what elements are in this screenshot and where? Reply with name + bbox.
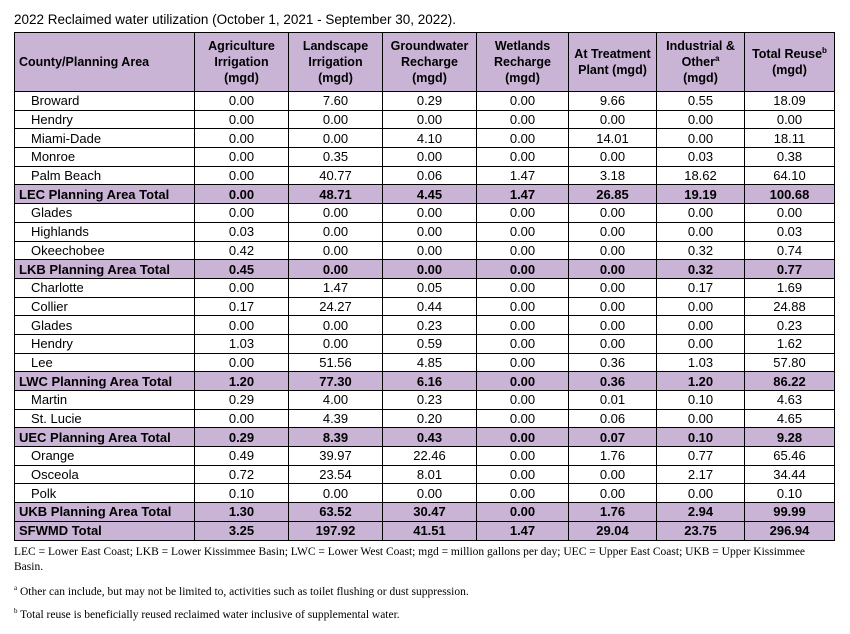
table-cell: 0.10 xyxy=(657,391,745,410)
table-cell: 0.10 xyxy=(657,428,745,447)
table-cell: 1.47 xyxy=(477,521,569,540)
table-cell: 0.72 xyxy=(195,465,289,484)
table-cell: 0.00 xyxy=(289,334,383,353)
row-label: Broward xyxy=(15,92,195,111)
table-cell: 1.47 xyxy=(477,166,569,185)
header-row xyxy=(15,33,835,92)
table-cell: 3.18 xyxy=(569,166,657,185)
table-cell: 0.00 xyxy=(569,334,657,353)
table-cell: 0.38 xyxy=(745,148,835,167)
table-title: 2022 Reclaimed water utilization (October 1, 2021 - September 30, 2022). xyxy=(14,12,456,27)
table-cell: 4.39 xyxy=(289,409,383,428)
table-cell: 0.00 xyxy=(477,428,569,447)
table-cell: 0.00 xyxy=(477,447,569,466)
table-cell: 4.85 xyxy=(383,353,477,372)
total-row xyxy=(15,521,835,540)
total-row xyxy=(15,428,835,447)
table-cell: 0.00 xyxy=(383,204,477,223)
industrial-unit: (mgd) xyxy=(683,71,718,85)
table-cell: 0.00 xyxy=(477,391,569,410)
table-cell: 0.00 xyxy=(195,278,289,297)
table-row xyxy=(15,297,835,316)
table-cell: 0.00 xyxy=(289,129,383,148)
table-cell: 0.17 xyxy=(657,278,745,297)
table-row xyxy=(15,484,835,503)
table-cell: 0.03 xyxy=(745,222,835,241)
table-body xyxy=(15,92,835,541)
table-cell: 0.00 xyxy=(477,110,569,129)
reclaimed-water-table xyxy=(14,32,835,541)
table-cell: 0.00 xyxy=(289,204,383,223)
table-cell: 1.30 xyxy=(195,503,289,522)
table-cell: 41.51 xyxy=(383,521,477,540)
table-cell: 0.00 xyxy=(477,222,569,241)
industrial-label: Industrial & Other xyxy=(666,39,735,69)
table-cell: 0.00 xyxy=(195,353,289,372)
table-cell: 0.00 xyxy=(477,204,569,223)
footnote-b-marker: b xyxy=(14,606,18,615)
row-label: Highlands xyxy=(15,222,195,241)
row-label: Glades xyxy=(15,204,195,223)
table-cell: 0.00 xyxy=(477,372,569,391)
table-cell: 1.69 xyxy=(745,278,835,297)
table-cell: 0.55 xyxy=(657,92,745,111)
table-cell: 0.00 xyxy=(289,222,383,241)
table-cell: 0.23 xyxy=(383,316,477,335)
table-cell: 2.94 xyxy=(657,503,745,522)
table-cell: 0.00 xyxy=(289,484,383,503)
table-cell: 0.00 xyxy=(195,148,289,167)
footnotes xyxy=(14,545,834,623)
table-row xyxy=(15,222,835,241)
table-cell: 0.00 xyxy=(569,484,657,503)
table-cell: 34.44 xyxy=(745,465,835,484)
table-cell: 23.54 xyxy=(289,465,383,484)
table-cell: 0.03 xyxy=(657,148,745,167)
table-cell: 0.36 xyxy=(569,353,657,372)
table-cell: 0.00 xyxy=(745,204,835,223)
table-cell: 39.97 xyxy=(289,447,383,466)
col-header-groundwater: Groundwater Recharge (mgd) xyxy=(383,33,477,92)
table-cell: 14.01 xyxy=(569,129,657,148)
table-cell: 0.00 xyxy=(477,241,569,260)
total-row xyxy=(15,372,835,391)
table-cell: 1.20 xyxy=(657,372,745,391)
table-cell: 4.00 xyxy=(289,391,383,410)
table-cell: 24.88 xyxy=(745,297,835,316)
footnote-a-marker: a xyxy=(14,583,18,592)
table-cell: 0.07 xyxy=(569,428,657,447)
table-cell: 23.75 xyxy=(657,521,745,540)
table-cell: 0.00 xyxy=(289,110,383,129)
table-cell: 0.00 xyxy=(657,409,745,428)
col-header-industrial xyxy=(657,33,745,92)
table-cell: 57.80 xyxy=(745,353,835,372)
table-cell: 0.43 xyxy=(383,428,477,447)
table-cell: 0.00 xyxy=(383,241,477,260)
row-label: Hendry xyxy=(15,334,195,353)
table-cell: 0.45 xyxy=(195,260,289,279)
table-cell: 0.00 xyxy=(195,185,289,204)
table-cell: 0.00 xyxy=(569,110,657,129)
table-cell: 0.00 xyxy=(383,484,477,503)
table-cell: 0.06 xyxy=(569,409,657,428)
table-cell: 19.19 xyxy=(657,185,745,204)
table-cell: 0.00 xyxy=(383,260,477,279)
table-cell: 1.76 xyxy=(569,503,657,522)
table-cell: 0.00 xyxy=(657,316,745,335)
total-row xyxy=(15,185,835,204)
table-cell: 296.94 xyxy=(745,521,835,540)
table-cell: 9.28 xyxy=(745,428,835,447)
table-row xyxy=(15,409,835,428)
report xyxy=(14,8,834,623)
row-label: Glades xyxy=(15,316,195,335)
total-unit: (mgd) xyxy=(772,63,807,77)
row-label: Collier xyxy=(15,297,195,316)
table-cell: 0.00 xyxy=(569,297,657,316)
footnote-b-text: Total reuse is beneficially reused reclaimed water inclusive of supplemental water. xyxy=(20,608,400,621)
table-cell: 0.00 xyxy=(477,260,569,279)
table-cell: 4.10 xyxy=(383,129,477,148)
table-cell: 51.56 xyxy=(289,353,383,372)
table-row xyxy=(15,241,835,260)
row-label: LKB Planning Area Total xyxy=(15,260,195,279)
table-cell: 0.00 xyxy=(477,278,569,297)
table-cell: 4.63 xyxy=(745,391,835,410)
table-cell: 2.17 xyxy=(657,465,745,484)
table-cell: 22.46 xyxy=(383,447,477,466)
table-cell: 1.76 xyxy=(569,447,657,466)
table-cell: 0.00 xyxy=(569,204,657,223)
row-label: SFWMD Total xyxy=(15,521,195,540)
table-cell: 18.09 xyxy=(745,92,835,111)
table-cell: 0.36 xyxy=(569,372,657,391)
footnote-b xyxy=(14,608,834,623)
row-label: Hendry xyxy=(15,110,195,129)
total-row xyxy=(15,503,835,522)
table-row xyxy=(15,447,835,466)
table-cell: 18.62 xyxy=(657,166,745,185)
table-cell: 0.00 xyxy=(195,110,289,129)
table-cell: 0.44 xyxy=(383,297,477,316)
table-row xyxy=(15,353,835,372)
table-cell: 86.22 xyxy=(745,372,835,391)
table-row xyxy=(15,129,835,148)
table-cell: 77.30 xyxy=(289,372,383,391)
row-label: Okeechobee xyxy=(15,241,195,260)
table-cell: 0.00 xyxy=(477,129,569,148)
table-cell: 0.00 xyxy=(657,204,745,223)
table-cell: 0.00 xyxy=(195,129,289,148)
table-cell: 0.35 xyxy=(289,148,383,167)
table-cell: 0.00 xyxy=(289,316,383,335)
table-cell: 0.77 xyxy=(745,260,835,279)
table-cell: 6.16 xyxy=(383,372,477,391)
table-cell: 0.20 xyxy=(383,409,477,428)
table-cell: 30.47 xyxy=(383,503,477,522)
table-cell: 0.05 xyxy=(383,278,477,297)
table-cell: 0.00 xyxy=(383,110,477,129)
table-row xyxy=(15,334,835,353)
table-cell: 24.27 xyxy=(289,297,383,316)
table-cell: 0.00 xyxy=(195,92,289,111)
table-cell: 0.17 xyxy=(195,297,289,316)
table-cell: 0.29 xyxy=(383,92,477,111)
table-cell: 0.42 xyxy=(195,241,289,260)
table-cell: 0.00 xyxy=(477,353,569,372)
table-cell: 0.00 xyxy=(477,316,569,335)
table-row xyxy=(15,110,835,129)
row-label: Martin xyxy=(15,391,195,410)
table-cell: 0.32 xyxy=(657,260,745,279)
table-row xyxy=(15,148,835,167)
table-cell: 0.00 xyxy=(569,260,657,279)
table-cell: 0.00 xyxy=(569,148,657,167)
table-cell: 0.00 xyxy=(289,241,383,260)
table-cell: 0.00 xyxy=(477,409,569,428)
table-cell: 0.29 xyxy=(195,391,289,410)
table-cell: 0.00 xyxy=(383,148,477,167)
total-label: Total Reuse xyxy=(752,47,823,61)
table-cell: 0.00 xyxy=(477,334,569,353)
table-cell: 0.00 xyxy=(289,260,383,279)
table-cell: 40.77 xyxy=(289,166,383,185)
table-cell: 0.00 xyxy=(657,110,745,129)
table-cell: 4.65 xyxy=(745,409,835,428)
col-header-landscape: Landscape Irrigation (mgd) xyxy=(289,33,383,92)
row-label: LEC Planning Area Total xyxy=(15,185,195,204)
table-cell: 0.00 xyxy=(569,316,657,335)
table-cell: 0.00 xyxy=(569,241,657,260)
table-cell: 64.10 xyxy=(745,166,835,185)
table-cell: 0.00 xyxy=(657,334,745,353)
table-cell: 9.66 xyxy=(569,92,657,111)
footnote-a-text: Other can include, but may not be limited to, activities such as toilet flushing or dust suppression. xyxy=(19,585,469,598)
table-cell: 0.00 xyxy=(477,297,569,316)
table-row xyxy=(15,391,835,410)
table-cell: 0.00 xyxy=(195,409,289,428)
table-cell: 18.11 xyxy=(745,129,835,148)
footnote-a xyxy=(14,585,834,600)
table-cell: 0.32 xyxy=(657,241,745,260)
table-cell: 0.74 xyxy=(745,241,835,260)
table-cell: 0.06 xyxy=(383,166,477,185)
table-cell: 1.20 xyxy=(195,372,289,391)
row-label: Monroe xyxy=(15,148,195,167)
table-cell: 0.00 xyxy=(569,222,657,241)
table-cell: 8.01 xyxy=(383,465,477,484)
row-label: UEC Planning Area Total xyxy=(15,428,195,447)
col-header-county: County/Planning Area xyxy=(15,33,195,92)
table-row xyxy=(15,278,835,297)
table-cell: 48.71 xyxy=(289,185,383,204)
table-cell: 0.23 xyxy=(745,316,835,335)
col-header-treatment-plant: At Treatment Plant (mgd) xyxy=(569,33,657,92)
row-label: Miami-Dade xyxy=(15,129,195,148)
row-label: St. Lucie xyxy=(15,409,195,428)
table-cell: 0.00 xyxy=(657,484,745,503)
table-cell: 1.62 xyxy=(745,334,835,353)
table-cell: 4.45 xyxy=(383,185,477,204)
total-row xyxy=(15,260,835,279)
col-header-wetlands: Wetlands Recharge (mgd) xyxy=(477,33,569,92)
col-header-total-reuse xyxy=(745,33,835,92)
table-cell: 0.00 xyxy=(477,484,569,503)
table-cell: 0.01 xyxy=(569,391,657,410)
table-cell: 0.00 xyxy=(477,148,569,167)
table-cell: 0.00 xyxy=(195,204,289,223)
table-cell: 99.99 xyxy=(745,503,835,522)
table-cell: 0.00 xyxy=(657,129,745,148)
table-cell: 26.85 xyxy=(569,185,657,204)
table-cell: 7.60 xyxy=(289,92,383,111)
table-row xyxy=(15,204,835,223)
table-cell: 0.00 xyxy=(569,278,657,297)
table-cell: 0.00 xyxy=(745,110,835,129)
table-cell: 65.46 xyxy=(745,447,835,466)
row-label: Osceola xyxy=(15,465,195,484)
table-cell: 0.77 xyxy=(657,447,745,466)
row-label: Orange xyxy=(15,447,195,466)
table-cell: 0.00 xyxy=(383,222,477,241)
row-label: Lee xyxy=(15,353,195,372)
table-cell: 0.00 xyxy=(657,222,745,241)
table-cell: 8.39 xyxy=(289,428,383,447)
table-cell: 0.23 xyxy=(383,391,477,410)
table-row xyxy=(15,465,835,484)
table-cell: 1.47 xyxy=(477,185,569,204)
table-cell: 0.00 xyxy=(477,503,569,522)
row-label: Polk xyxy=(15,484,195,503)
table-cell: 0.00 xyxy=(195,316,289,335)
row-label: LWC Planning Area Total xyxy=(15,372,195,391)
table-cell: 0.00 xyxy=(657,297,745,316)
table-cell: 0.10 xyxy=(195,484,289,503)
table-cell: 0.59 xyxy=(383,334,477,353)
row-label: Charlotte xyxy=(15,278,195,297)
footnote-b-mark: b xyxy=(822,45,827,55)
table-row xyxy=(15,166,835,185)
table-cell: 0.29 xyxy=(195,428,289,447)
table-cell: 0.00 xyxy=(569,465,657,484)
table-cell: 0.10 xyxy=(745,484,835,503)
table-cell: 0.49 xyxy=(195,447,289,466)
abbreviations-note: LEC = Lower East Coast; LKB = Lower Kissimmee Basin; LWC = Lower West Coast; mgd = million gallons per day; UEC = Upper East Coast; UKB = Upper Kissimmee Basin. xyxy=(14,545,806,573)
table-cell: 0.00 xyxy=(477,92,569,111)
row-label: Palm Beach xyxy=(15,166,195,185)
table-cell: 0.03 xyxy=(195,222,289,241)
row-label: UKB Planning Area Total xyxy=(15,503,195,522)
table-cell: 0.00 xyxy=(477,465,569,484)
col-header-agriculture: Agriculture Irrigation (mgd) xyxy=(195,33,289,92)
footnote-a-mark: a xyxy=(714,53,720,63)
table-row xyxy=(15,316,835,335)
table-cell: 197.92 xyxy=(289,521,383,540)
table-row xyxy=(15,92,835,111)
table-cell: 1.03 xyxy=(657,353,745,372)
table-cell: 29.04 xyxy=(569,521,657,540)
table-cell: 63.52 xyxy=(289,503,383,522)
table-cell: 1.47 xyxy=(289,278,383,297)
table-cell: 3.25 xyxy=(195,521,289,540)
table-cell: 1.03 xyxy=(195,334,289,353)
table-cell: 0.00 xyxy=(195,166,289,185)
table-cell: 100.68 xyxy=(745,185,835,204)
